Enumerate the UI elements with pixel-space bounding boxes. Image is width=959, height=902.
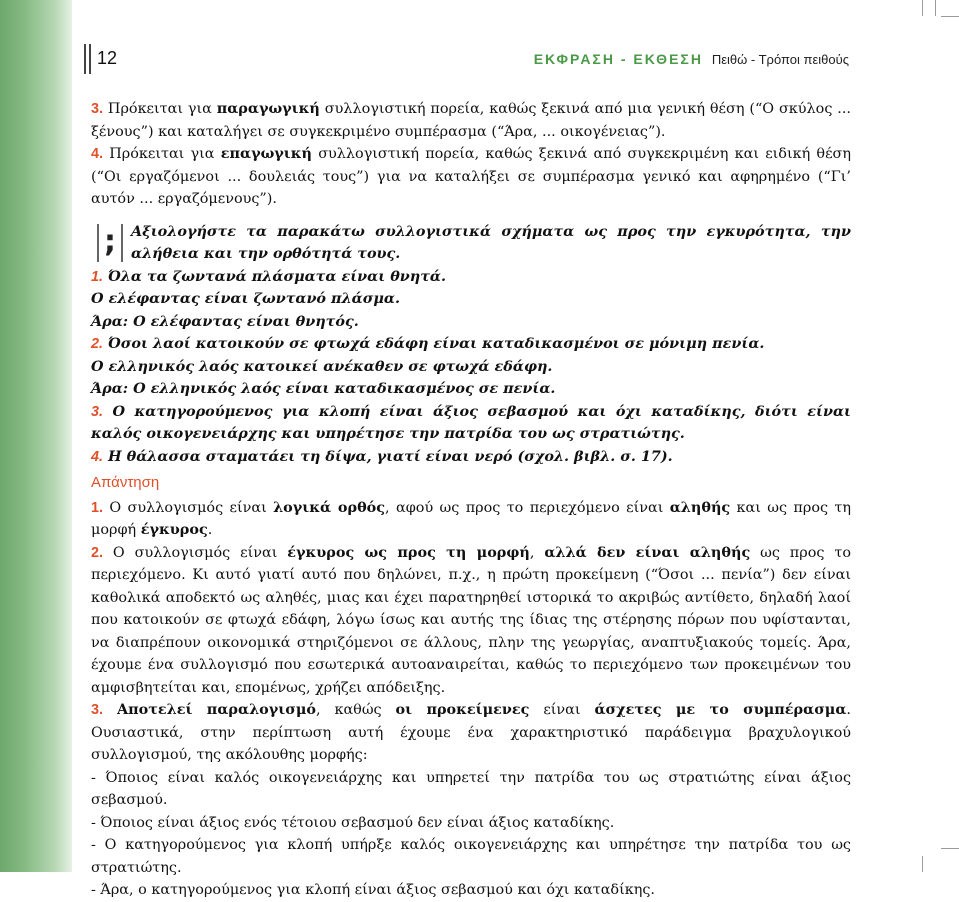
intro-item: 4. Πρόκειται για επαγωγική συλλογιστική πορεία, καθώς ξεκινά από συγκεκριμένη και ειδική θέση (“Οι εργαζόμενοι ... δουλειάς τους”) για να καταλήξει σε συμπέρασμα γενικό και αφηρημένο (“Γι’ αυτόν ... εργαζόμενους”). xyxy=(91,145,851,207)
intro-item: 3. Πρόκειται για παραγωγική συλλογιστική πορεία, καθώς ξεκινά από μια γενική θέση (“Ο σκύλος ... ξένους”) και καταλήγει σε συγκεκριμένο συμπέρασμα (“Άρα, ... οικογένειας”). xyxy=(91,100,851,140)
section-subtitle: Πειθώ - Τρόποι πειθούς xyxy=(711,52,849,67)
syllogism-line: Άρα: Ο ελληνικός λαός είναι καταδικασμένος σε πενία. xyxy=(91,380,556,397)
crop-mark xyxy=(935,0,936,16)
syllogism-line: 4. Η θάλασσα σταματάει τη δίψα, γιατί είναι νερό (σχολ. βιβλ. σ. 17). xyxy=(91,447,673,465)
answer-item: 3. Αποτελεί παραλογισμό, καθώς οι προκείμενες είναι άσχετες με το συμπέρασμα. Ουσιαστικά, στην περίπτωση αυτή έχουμε ένα χαρακτηριστικό παράδειγμα βραχυλογικού συλλογισμού, της ακόλουθης μορφής: xyxy=(91,701,851,763)
syllogism-line: 2. Όσοι λαοί κατοικούν σε φτωχά εδάφη είναι καταδικασμένοι σε μόνιμη πενία. xyxy=(91,335,765,352)
syllogism-line: Άρα: Ο ελέφαντας είναι θνητός. xyxy=(91,312,359,330)
answer-item: 1. Ο συλλογισμός είναι λογικά ορθός, αφού ως προς το περιεχόμενο είναι αληθής και ως προς τη μορφή έγκυρος. xyxy=(91,498,851,538)
crop-mark xyxy=(941,848,959,849)
question-mark-icon: ; xyxy=(97,224,123,262)
list-item: - Άρα, ο κατηγορούμενος για κλοπή είναι άξιος σεβασμού και όχι καταδίκης. xyxy=(91,882,655,898)
question-block xyxy=(91,221,851,266)
section-title: ΕΚΦΡΑΣΗ - ΕΚΘΕΣΗ xyxy=(533,51,703,67)
answer-heading: Απάντηση xyxy=(91,474,160,491)
page-number: 12 xyxy=(97,48,118,68)
syllogism-line: Ο ελέφαντας είναι ζωντανό πλάσμα. xyxy=(91,290,400,307)
syllogism-line: Ο ελληνικός λαός κατοικεί ανέκαθεν σε φτωχά εδάφη. xyxy=(91,357,553,375)
header-rule xyxy=(84,44,86,74)
left-margin-band xyxy=(0,0,72,872)
running-header xyxy=(534,51,849,68)
list-item: - Όποιος είναι καλός οικογενειάρχης και υπηρετεί την πατρίδα του ως στρατιώτης είναι άξιος σεβασμού. xyxy=(91,769,851,808)
list-item: - Ο κατηγορούμενος για κλοπή υπήρξε καλός οικογενειάρχης και υπηρέτησε την πατρίδα του ως στρατιώτης. xyxy=(91,837,851,876)
crop-mark xyxy=(941,16,959,17)
crop-mark xyxy=(922,856,923,872)
syllogism-line: 3. Ο κατηγορούμενος για κλοπή είναι άξιος σεβασμού και όχι καταδίκης, διότι είναι καλός οικογενειάρχης και υπηρέτησε την πατρίδα του ως στρατιώτης. xyxy=(91,402,851,442)
crop-mark xyxy=(922,0,923,16)
syllogism-line: 1. Όλα τα ζωντανά πλάσματα είναι θνητά. xyxy=(91,267,447,285)
question-prompt: Αξιολογήστε τα παρακάτω συλλογιστικά σχήματα ως προς την εγκυρότητα, την αλήθεια και την ορθότητά τους. xyxy=(131,222,851,262)
header-rule xyxy=(89,44,91,74)
list-item: - Όποιος είναι άξιος ενός τέτοιου σεβασμού δεν είναι άξιος καταδίκης. xyxy=(91,814,615,831)
page-content xyxy=(91,98,851,902)
answer-item: 2. Ο συλλογισμός είναι έγκυρος ως προς τη μορφή, αλλά δεν είναι αληθής ως προς το περιεχόμενο. Κι αυτό γιατί αυτό που δηλώνει, π.χ., η πρώτη προκείμενη (“Όσοι ... πενία”) δεν είναι καθολικά αποδεκτό ως αληθές, μιας και έχει παρατηρηθεί ιστορικά το ακριβώς αντίθετο, δηλαδή λαοί που κατοικούν σε φτωχά εδάφη, λόγω ίσως και αυτής της ίδιας της στέρησης πόρων που υφίστανται, να διαπρέπουν οικονομικά στηριζόμενοι σε άλλους, πλην της γεωργίας, αναπτυξιακούς τομείς. Άρα, έχουμε ένα συλλογισμό που εσωτερικά αυτοαναιρείται, καθώς το περιεχόμενο των προκειμένων του αμφισβητείται και, επομένως, χρήζει απόδειξης. xyxy=(91,543,851,696)
